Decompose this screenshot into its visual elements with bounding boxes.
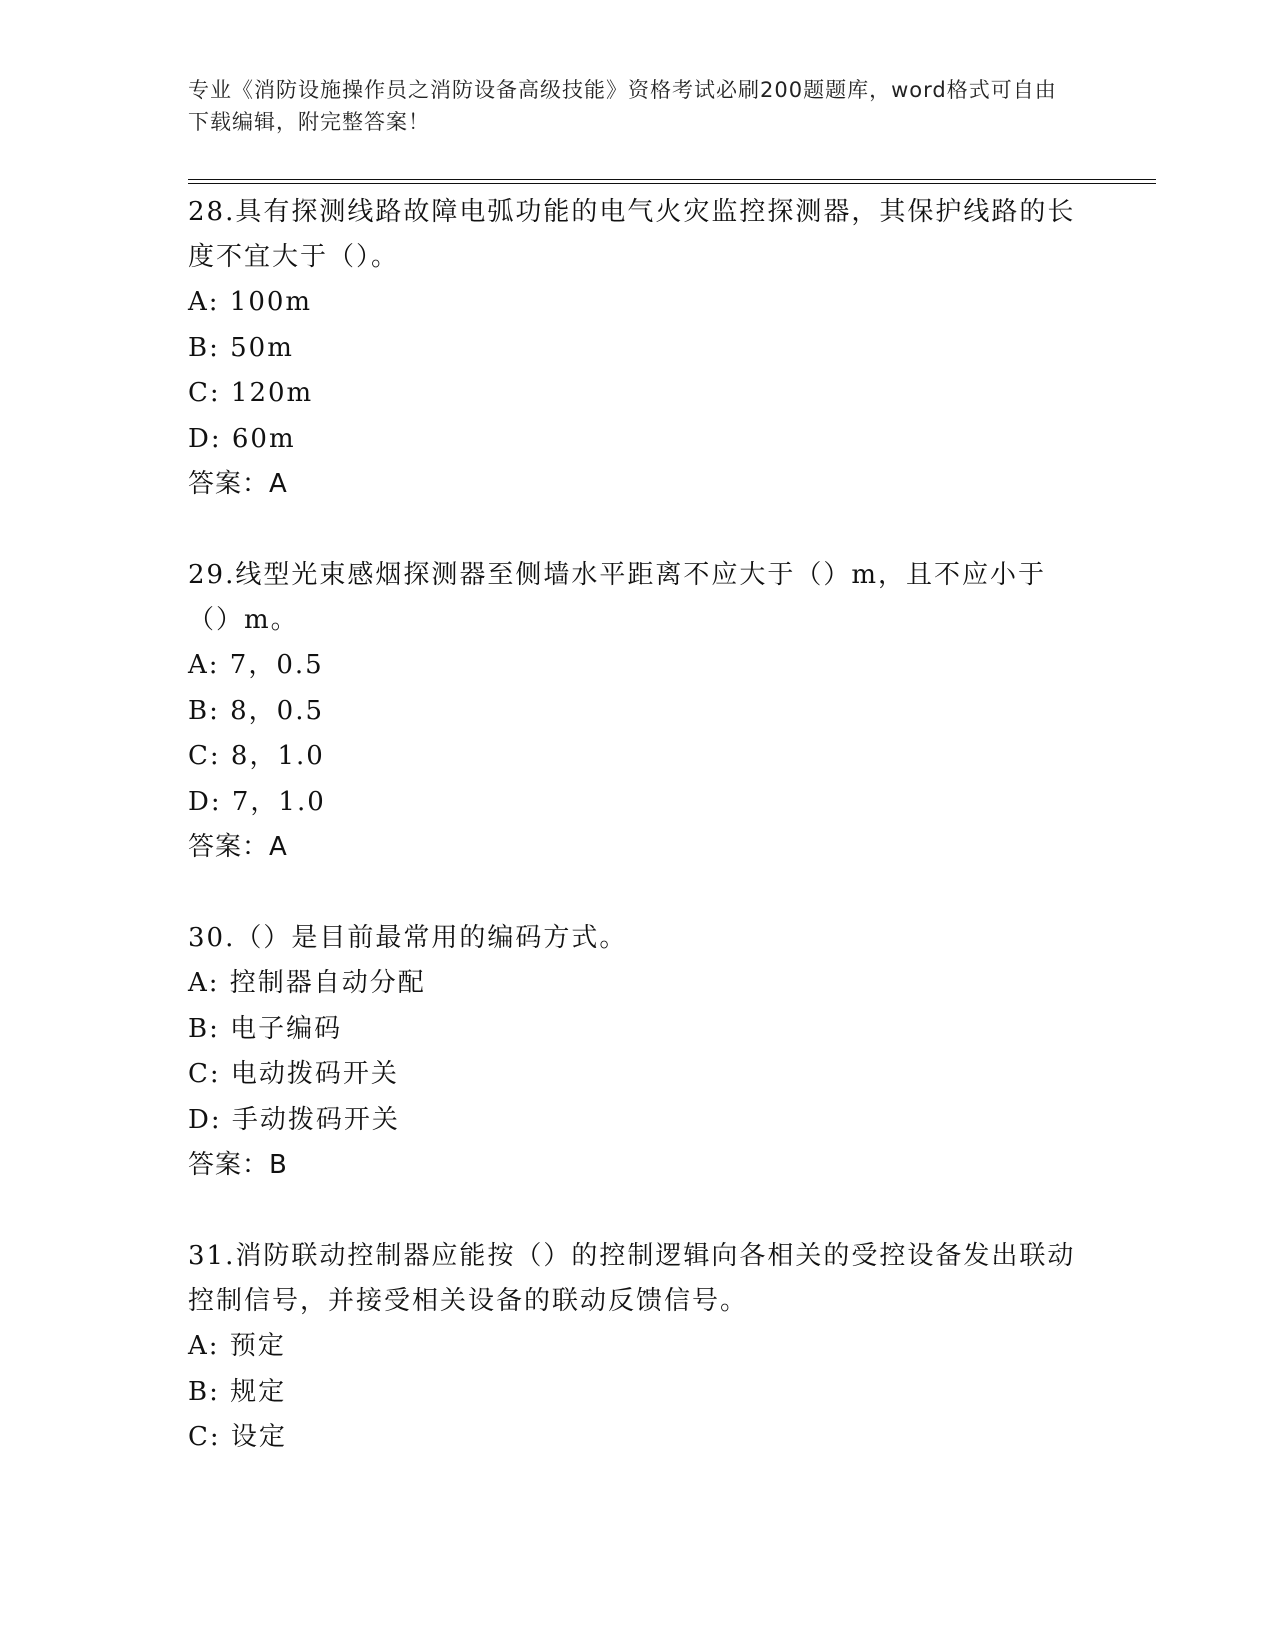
question-text: 30.（）是目前最常用的编码方式。 [188, 923, 628, 953]
question-text: 31.消防联动控制器应能按（）的控制逻辑向各相关的受控设备发出联动控制信号，并接受相关设备的联动反馈信号。 [188, 1241, 1076, 1316]
option-c: C: 120m [188, 378, 314, 408]
question-29 [188, 553, 1088, 870]
question-30 [188, 916, 1088, 1188]
option-a: A: 100m [188, 287, 313, 317]
option-b: B: 规定 [188, 1376, 287, 1407]
option-c: C: 设定 [188, 1422, 287, 1452]
question-text: 28.具有探测线路故障电弧功能的电气火灾监控探测器，其保护线路的长度不宜大于（）。 [188, 197, 1076, 272]
option-b: B: 电子编码 [188, 1013, 343, 1044]
option-a: A: 预定 [188, 1331, 286, 1361]
option-d: D: 7，1.0 [188, 786, 326, 817]
option-d: D: 手动拨码开关 [188, 1104, 400, 1135]
question-list [188, 190, 1088, 1507]
answer: 答案：A [188, 469, 288, 499]
answer: 答案：A [188, 832, 288, 862]
option-d: D: 60m [188, 423, 296, 454]
option-c: C: 电动拨码开关 [188, 1059, 399, 1089]
document-header: 专业《消防设施操作员之消防设备高级技能》资格考试必刷200题题库，word格式可自由下载编辑，附完整答案！ [188, 78, 1057, 134]
option-a: A: 控制器自动分配 [188, 968, 426, 998]
question-text: 29.线型光束感烟探测器至侧墙水平距离不应大于（）m，且不应小于（）m。 [188, 560, 1047, 635]
option-b: B: 50m [188, 332, 294, 363]
answer: 答案：B [188, 1150, 288, 1180]
option-c: C: 8，1.0 [188, 741, 325, 771]
option-a: A: 7，0.5 [188, 650, 324, 680]
question-31 [188, 1234, 1088, 1461]
header-divider [188, 179, 1156, 184]
option-b: B: 8，0.5 [188, 695, 325, 726]
question-28 [188, 190, 1088, 507]
